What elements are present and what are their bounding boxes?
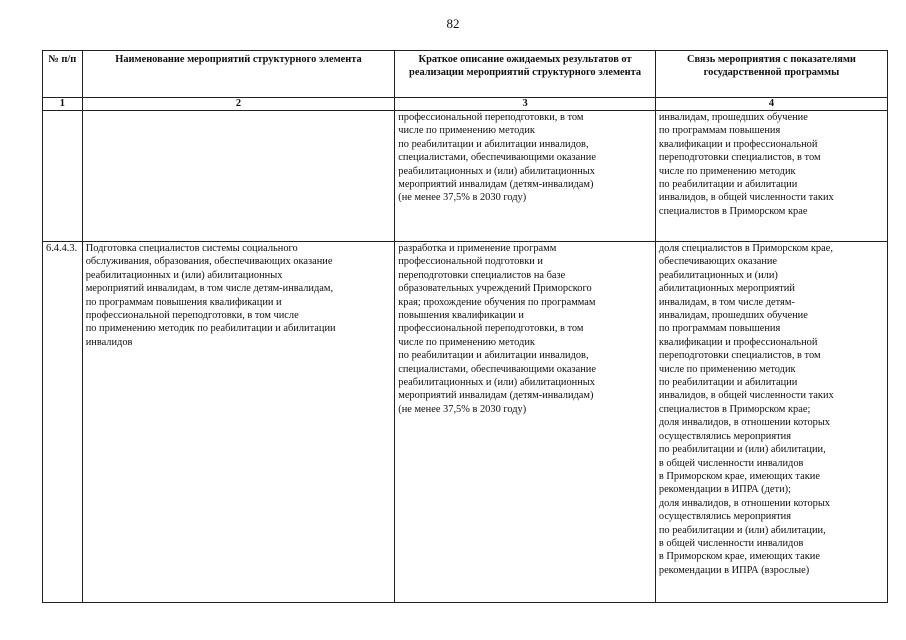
row-link: доля специалистов в Приморском крае, обеспечивающих оказание реабилитационных и (или) абилитационных мероприятий инвалидам, в том числе детям- инвалидам, прошедших обучение по программам повышения квалификации и профессиональной переподготовки специалистов, в том числе по применению методик по реабилитации и абилитации инвалидов, в общей численности таких специалистов в Приморском крае; доля инвалидов, в отношении которых осуществлялись мероприятия по реабилитации и (или) абилитации, в общей численности инвалидов в Приморском крае, имеющих такие рекомендации в ИПРА (дети); доля инвалидов, в отношении которых осуществлялись мероприятия по реабилитации и (или) абилитации, в общей численности инвалидов в Приморском крае, имеющих такие рекомендации в ИПРА (взрослые) [655,242,887,603]
column-number: 1 [43,98,83,111]
row-result: профессиональной переподготовки, в том числе по применению методик по реабилитации и абилитации инвалидов, специалистами, обеспечивающими оказание реабилитационных и (или) абилитационных мероприятий инвалидам (детям-инвалидам) (не менее 37,5% в 2030 году) [395,111,656,242]
row-name [82,111,395,242]
table-row [43,111,888,242]
header-link: Связь мероприятия с показателями государственной программы [655,51,887,98]
column-number: 4 [655,98,887,111]
row-num: 6.4.4.3. [43,242,83,603]
measures-table [42,50,888,603]
column-number-row [43,98,888,111]
row-link: инвалидам, прошедших обучение по программам повышения квалификации и профессиональной переподготовки специалистов, в том числе по применению методик по реабилитации и абилитации инвалидов, в общей численности таких специалистов в Приморском крае [655,111,887,242]
header-num: № п/п [43,51,83,98]
header-name: Наименование мероприятий структурного элемента [82,51,395,98]
row-result: разработка и применение программ профессиональной подготовки и переподготовки специалистов на базе образовательных учреждений Приморского края; прохождение обучения по программам повышения квалификации и профессиональной переподготовки, в том числе по применению методик по реабилитации и абилитации инвалидов, специалистами, обеспечивающими оказание реабилитационных и (или) абилитационных мероприятий инвалидам (детям-инвалидам) (не менее 37,5% в 2030 году) [395,242,656,603]
column-number: 3 [395,98,656,111]
column-number: 2 [82,98,395,111]
header-result: Краткое описание ожидаемых результатов от реализации мероприятий структурного элемента [395,51,656,98]
row-num [43,111,83,242]
table-row [43,242,888,603]
table-header-row [43,51,888,98]
page-number: 82 [446,16,460,31]
row-name: Подготовка специалистов системы социального обслуживания, образования, обеспечивающих оказание реабилитационных и (или) абилитационных мероприятий инвалидам, в том числе детям-инвалидам, по программам повышения квалификации и профессиональной переподготовки, в том числе по применению методик по реабилитации и абилитации инвалидов [82,242,395,603]
